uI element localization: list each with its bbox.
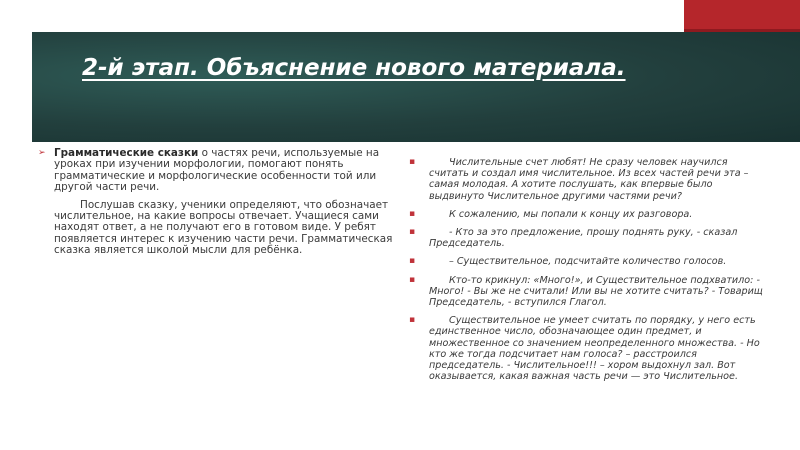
left-paragraph-1 [38, 148, 398, 194]
item-text: – Существительное, подсчитайте количество голосов. [449, 256, 727, 268]
right-item-6 [405, 315, 770, 382]
item-text: - Кто за это предложение, прошу поднять руку, - сказал Председатель. [429, 227, 738, 250]
right-item-2 [405, 209, 770, 220]
red-accent-tab [684, 0, 800, 32]
right-item-1 [405, 157, 770, 202]
square-bullet-icon: ▪ [409, 256, 416, 267]
square-bullet-icon: ▪ [409, 157, 416, 167]
right-item-4 [405, 256, 770, 267]
slide-title: 2-й этап. Объяснение нового материала. [82, 55, 626, 81]
left-column [38, 148, 398, 263]
paragraph-text: Послушав сказку, ученики определяют, что обозначает числительное, на какие вопросы отвечает. Учащиеся сами находят ответ, а не получают его в готовом виде. У ребят появляется интерес к изучению части речи. Грамматическая сказка является школой мысли для ребёнка. [54, 198, 393, 257]
square-bullet-icon: ▪ [409, 227, 416, 238]
paragraph-text: о частях речи, используемые на уроках при изучении морфологии, помогают понять грамматические и морфологические особенности той или другой части речи. [54, 147, 380, 194]
bold-lead: Грамматические сказки [54, 147, 199, 159]
left-paragraph-2 [38, 200, 398, 257]
right-item-5 [405, 275, 770, 309]
item-text: Существительное не умеет считать по порядку, у него есть единственное число, обозначающее один предмет, и множественное со значением неопределенного множества. - Но кто же тогда подсчитает нам голоса? – расстроился председатель. - Числительное!!! – хором выдохнул зал. Вот оказывается, какая важная часть речи — это Числительное. [429, 315, 760, 383]
arrow-bullet-icon: ➢ [38, 148, 46, 158]
item-text: Кто-то крикнул: «Много!», и Существительное подхватило: - Много! - Вы же не считали! Или вы не хотите считать? - Товарищ Председатель, - вступился Глагол. [429, 274, 763, 309]
item-text: Числительные счет любят! Не сразу человек научился считать и создал имя числительное. Из всех частей речи эта – самая молодая. А хотите послушать, как впервые было выдвинуто Числительное другими частями речи? [429, 157, 749, 202]
square-bullet-icon: ▪ [409, 315, 416, 326]
square-bullet-icon: ▪ [409, 208, 416, 219]
square-bullet-icon: ▪ [409, 274, 416, 285]
title-band [32, 32, 800, 142]
item-text: К сожалению, мы попали к концу их разговора. [449, 208, 693, 220]
right-item-3 [405, 227, 770, 249]
right-column [405, 157, 770, 389]
